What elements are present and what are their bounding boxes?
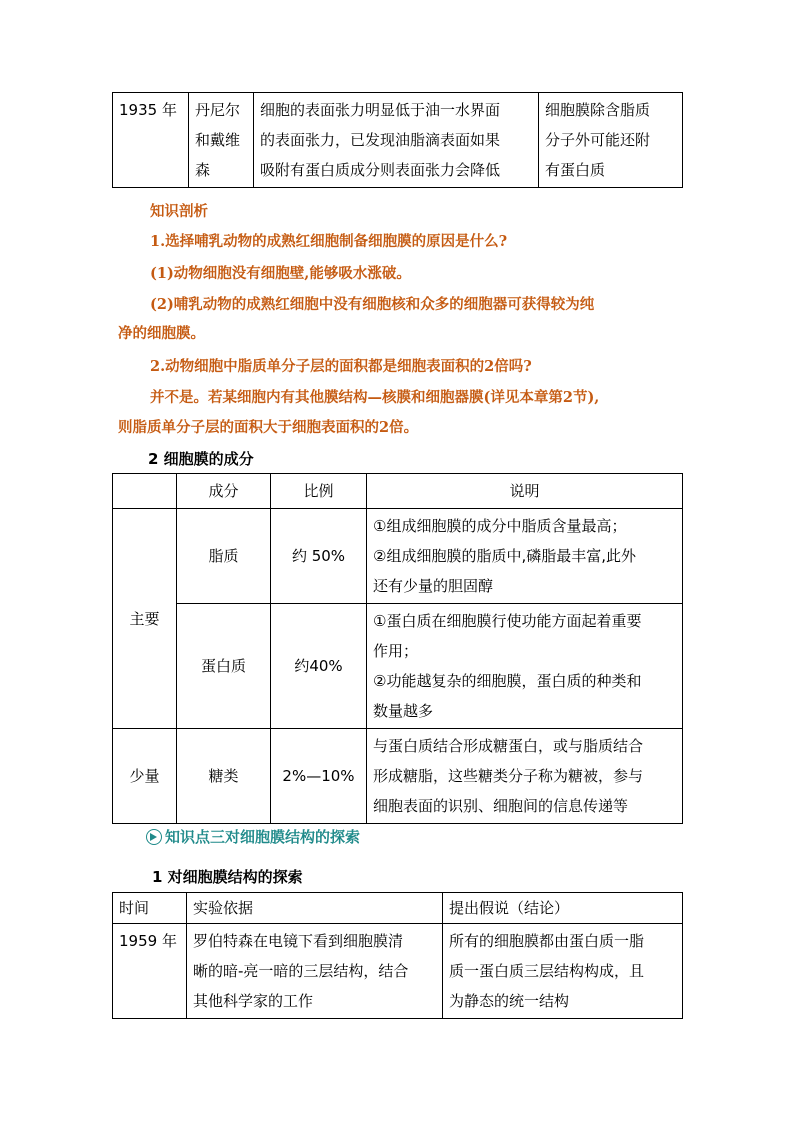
knowledge-point-heading <box>146 826 360 847</box>
membrane-composition-table <box>112 473 683 824</box>
cell-line: 有蛋白质 <box>545 161 606 179</box>
header-description: 说明 <box>367 474 683 509</box>
component-name: 脂质 <box>177 509 271 604</box>
cell-line: 质一蛋白质三层结构构成，且 <box>449 962 645 980</box>
cell-line: 所有的细胞膜都由蛋白质一脂 <box>449 932 645 950</box>
circle-arrow-icon <box>146 829 162 845</box>
cell-line: 细胞的表面张力明显低于油一水界面 <box>260 101 501 119</box>
conclusion-cell <box>539 93 683 188</box>
cell-line: 细胞膜除含脂质 <box>545 101 651 119</box>
answer-2-line2: 则脂质单分子层的面积大于细胞表面积的2倍。 <box>118 419 419 436</box>
table-row <box>113 729 683 824</box>
history-table-continued <box>112 92 683 188</box>
component-ratio: 2%—10% <box>271 729 367 824</box>
cell-line: 分子外可能还附 <box>545 131 651 149</box>
knowledge-point-title: 知识点三对细胞膜结构的探索 <box>165 828 361 846</box>
cell-line: 森 <box>195 161 211 179</box>
answer-2-line1: 并不是。若某细胞内有其他膜结构—核膜和细胞器膜(详见本章第2节), <box>150 389 600 406</box>
component-description <box>367 509 683 604</box>
table-row <box>113 509 683 604</box>
table-header-row <box>113 474 683 509</box>
cell-line: 与蛋白质结合形成糖蛋白，或与脂质结合 <box>373 737 644 755</box>
component-name: 蛋白质 <box>177 604 271 729</box>
section-heading: 2 细胞膜的成分 <box>148 450 254 468</box>
cell-line: 还有少量的胆固醇 <box>373 577 494 595</box>
component-description <box>367 729 683 824</box>
header-component: 成分 <box>177 474 271 509</box>
cell-line: 细胞表面的识别、细胞间的信息传递等 <box>373 797 629 815</box>
cell-line: 作用； <box>373 642 419 660</box>
cell-line: ①蛋白质在细胞膜行使功能方面起着重要 <box>373 612 642 630</box>
year-cell: 1935 年 <box>113 93 189 188</box>
cell-line: 晰的暗-亮一暗的三层结构，结合 <box>193 962 409 980</box>
main-label: 主要 <box>113 509 177 729</box>
basis-cell <box>254 93 539 188</box>
answer-1-1: (1)动物细胞没有细胞壁,能够吸水涨破。 <box>150 265 411 282</box>
table-row <box>113 924 683 1019</box>
cell-line: 数量越多 <box>373 702 434 720</box>
cell-line: 丹尼尔 <box>195 101 241 119</box>
cell-line: 为静态的统一结构 <box>449 992 570 1010</box>
header-time: 时间 <box>113 893 187 924</box>
cell-line: 罗伯特森在电镜下看到细胞膜清 <box>193 932 404 950</box>
person-cell <box>189 93 254 188</box>
table-row <box>113 604 683 729</box>
cell-line: 其他科学家的工作 <box>193 992 314 1010</box>
cell-line: 和戴维 <box>195 131 241 149</box>
header-ratio: 比例 <box>271 474 367 509</box>
component-ratio: 约 50% <box>271 509 367 604</box>
component-name: 糖类 <box>177 729 271 824</box>
cell-line: ②功能越复杂的细胞膜，蛋白质的种类和 <box>373 672 642 690</box>
table-header-row <box>113 893 683 924</box>
question-2: 2.动物细胞中脂质单分子层的面积都是细胞表面积的2倍吗? <box>150 358 532 375</box>
component-description <box>367 604 683 729</box>
structure-exploration-table <box>112 892 683 1019</box>
cell-line: ①组成细胞膜的成分中脂质含量最高； <box>373 517 627 535</box>
cell-line: ②组成细胞膜的脂质中,磷脂最丰富,此外 <box>373 547 636 565</box>
header-conclusion: 提出假说（结论） <box>443 893 683 924</box>
header-basis: 实验依据 <box>187 893 443 924</box>
answer-1-2-line1: (2)哺乳动物的成熟红细胞中没有细胞核和众多的细胞器可获得较为纯 <box>150 296 595 313</box>
basis-cell <box>187 924 443 1019</box>
cell-line: 的表面张力，已发现油脂滴表面如果 <box>260 131 501 149</box>
conclusion-cell <box>443 924 683 1019</box>
table-row <box>113 93 683 188</box>
question-1: 1.选择哺乳动物的成熟红细胞制备细胞膜的原因是什么? <box>150 233 508 250</box>
analysis-title: 知识剖析 <box>150 203 208 220</box>
section-heading: 1 对细胞膜结构的探索 <box>152 868 303 886</box>
year-cell: 1959 年 <box>113 924 187 1019</box>
cell-line: 形成糖脂，这些糖类分子称为糖被，参与 <box>373 767 644 785</box>
component-ratio: 约40% <box>271 604 367 729</box>
answer-1-2-line2: 净的细胞膜。 <box>118 325 205 342</box>
cell-line: 吸附有蛋白质成分则表面张力会降低 <box>260 161 501 179</box>
minor-label: 少量 <box>113 729 177 824</box>
